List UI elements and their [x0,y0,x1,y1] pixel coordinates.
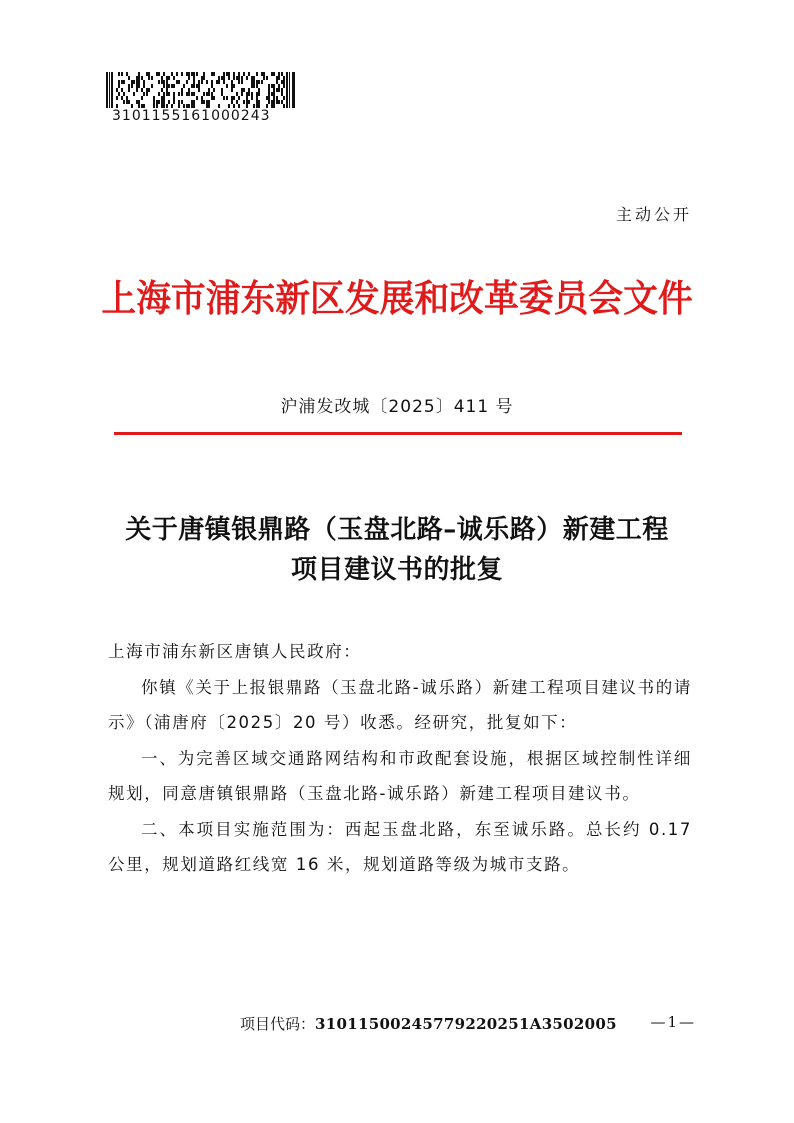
disclosure-label: 主动公开 [615,205,692,224]
salutation: 上海市浦东新区唐镇人民政府： [108,642,362,661]
subject-line-1: 关于唐镇银鼎路（玉盘北路–诚乐路）新建工程 [125,515,669,545]
project-code-value: 31011500245779220251A3502005 [315,1015,617,1033]
barcode-number: 3101155161000243 [112,108,271,124]
document-body [108,634,692,883]
paragraph-1: 你镇《关于上报银鼎路（玉盘北路-诚乐路）新建工程项目建议书的请示》（浦唐府〔2025〕20 号）收悉。经研究，批复如下： [108,677,692,732]
project-code-label: 项目代码： [240,1015,316,1033]
barcode-image [106,72,296,108]
header-title: 上海市浦东新区发展和改革委员会文件 [101,276,693,320]
subject-line-2: 项目建议书的批复 [290,555,503,585]
paragraph-3: 二、本项目实施范围为：西起玉盘北路，东至诚乐路。总长约 0.17 公里，规划道路红线宽 16 米，规划道路等级为城市支路。 [108,819,692,874]
paragraph-2: 一、为完善区域交通路网结构和市政配套设施，根据区域控制性详细规划，同意唐镇银鼎路（玉盘北路-诚乐路）新建工程项目建议书。 [108,748,692,803]
project-code [240,1013,617,1034]
document-subject [0,510,794,590]
document-number: 沪浦发改城〔2025〕411 号 [280,397,514,417]
page-number: —1— [650,1013,696,1031]
red-divider [114,432,682,435]
